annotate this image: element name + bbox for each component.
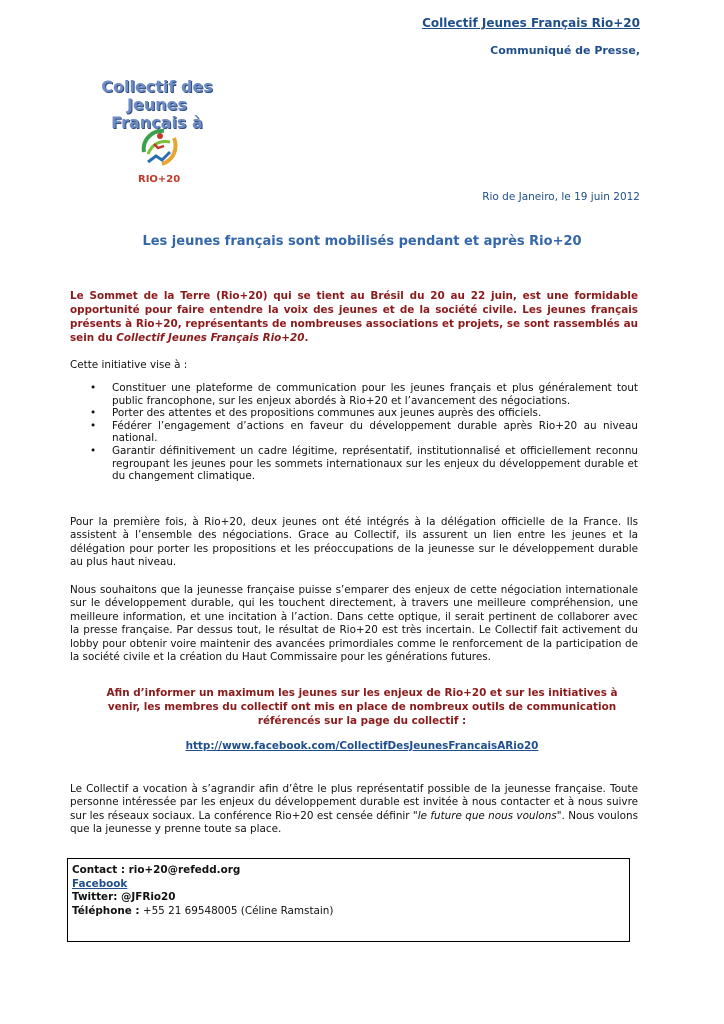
call-to-action: Afin d’informer un maximum les jeunes sur les enjeux de Rio+20 et sur les initiatives à venir, les membres du collectif ont mis en place de nombreux outils de communication référencés sur la page du collectif : — [106, 687, 618, 727]
bullets-lead: Cette initiative vise à : — [70, 359, 188, 371]
intro-end: . — [304, 332, 309, 344]
paragraph-closing — [70, 783, 638, 837]
phone-value: +55 21 69548005 (Céline Ramstain) — [139, 904, 334, 917]
phone-label: Téléphone : — [72, 904, 140, 917]
list-item-text: Garantir définitivement un cadre légitime, représentatif, institutionnalisé et officiellement reconnu regroupant les jeunes pour les sommets internationaux sur les enjeux du développement durable et du changement climatique. — [112, 444, 638, 483]
page-title: Les jeunes français sont mobilisés pendant et après Rio+20 — [142, 234, 582, 249]
contact-twitter: Twitter: @JFRio20 — [72, 891, 176, 904]
list-item — [90, 420, 638, 445]
logo-line-1: Collectif des Jeunes — [101, 77, 213, 114]
list-item-text: Constituer une plateforme de communication pour les jeunes français et plus généralement tout public francophone, sur les enjeux abordés à Rio+20 et l’avancement des négociations. — [112, 382, 638, 407]
list-item — [90, 445, 638, 483]
logo-caption: RIO+20 — [138, 174, 181, 185]
intro-text: Le Sommet de la Terre (Rio+20) qui se tient au Brésil du 20 au 22 juin, est une formidable opportunité pour faire entendre la voix des jeunes et de la société civile. Les jeunes français présents à Rio+20, représentants de nombreuses associations et projets, se sont rassemblés au sein du — [70, 290, 638, 344]
closing-end: ". Nous voulons que la jeunesse y prenne toute sa place. — [70, 809, 638, 836]
closing-text: Le Collectif a vocation à s’agrandir afin d’être le plus représentatif possible de la jeunesse française. Toute personne intéressée par les enjeux du développement durable est invitée à nous contacter et à nous suivre sur les réseaux sociaux. La conférence Rio+20 est censée définir " — [70, 783, 638, 822]
collectif-logo — [72, 77, 252, 185]
bullet-icon: • — [90, 407, 97, 420]
objectives-list — [90, 382, 638, 483]
paragraph-delegation: Pour la première fois, à Rio+20, deux jeunes ont été intégrés à la délégation officielle de la France. Ils assistent à l’ensemble des négociations. Grace au Collectif, ils assurent un lien entre les jeunes et la délégation pour porter les propositions et les préoccupations de la jeunesse sur le développement durable au plus haut niveau. — [70, 516, 638, 569]
intro-emphasis: Collectif Jeunes Français Rio+20 — [116, 332, 305, 344]
rio20-emblem-icon — [134, 122, 184, 172]
bullet-icon: • — [90, 382, 97, 394]
list-item-text: Porter des attentes et des propositions communes aux jeunes auprès des officiels. — [112, 407, 542, 420]
logo-line-2: Français à — [111, 113, 203, 132]
facebook-link[interactable]: Facebook — [72, 877, 128, 890]
intro-paragraph — [70, 289, 638, 345]
contact-box — [67, 858, 630, 942]
list-item-text: Fédérer l’engagement d’actions en faveur du développement durable après Rio+20 au niveau national. — [112, 419, 638, 445]
doc-type: Communiqué de Presse, — [490, 44, 640, 57]
list-item — [90, 382, 638, 407]
list-item — [90, 407, 638, 420]
closing-emphasis: le future que nous voulons — [417, 809, 557, 822]
date-line: Rio de Janeiro, le 19 juin 2012 — [482, 191, 640, 203]
paragraph-objectives: Nous souhaitons que la jeunesse française puisse s’emparer des enjeux de cette négociation internationale sur le développement durable, qui les touchent directement, à travers une meilleure compréhension, une meilleure information, et une incitation à l’action. Dans cette optique, il serait pertinent de collaborer avec la presse française. Par dessus tout, le résultat de Rio+20 est très incertain. Le Collectif fait activement du lobby pour obtenir voire maintenir des avancées primordiales comme le renforcement de la participation de la société civile et la création du Haut Commissaire pour les générations futures. — [70, 584, 638, 664]
org-title: Collectif Jeunes Français Rio+20 — [422, 16, 640, 30]
facebook-page-link[interactable]: http://www.facebook.com/CollectifDesJeunesFrancaisARio20 — [185, 740, 539, 752]
contact-email: Contact : rio+20@refedd.org — [72, 864, 241, 876]
bullet-icon: • — [90, 419, 97, 432]
contact-phone — [72, 905, 629, 919]
bullet-icon: • — [90, 444, 97, 457]
